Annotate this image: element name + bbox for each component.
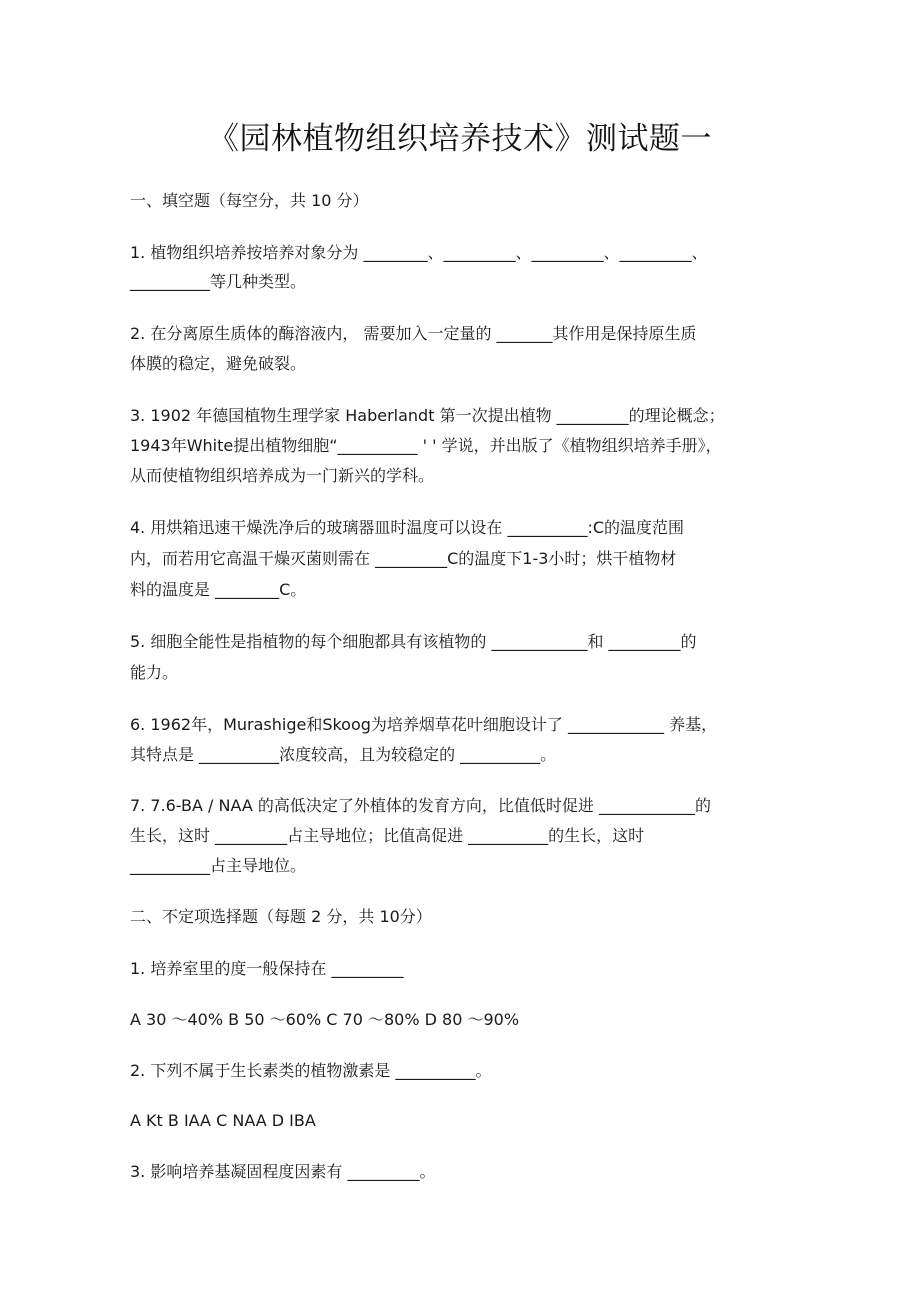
q4-line3: 料的温度是 ________C。 <box>130 580 307 599</box>
mc-q1-options: A 30 ～40% B 50 ～60% C 70 ～80% D 80 ～90% <box>130 1010 520 1029</box>
q2-line2: 体膜的稳定，避免破裂。 <box>130 354 307 373</box>
q2-line1: 2. 在分离原生质体的酶溶液内， 需要加入一定量的 _______其作用是保持原生质 <box>130 324 697 343</box>
q4-line2: 内，而若用它高温干燥灭菌则需在 _________C的温度下1-3小时；烘干植物材 <box>130 549 677 568</box>
q5-line1: 5. 细胞全能性是指植物的每个细胞都具有该植物的 ____________和 _________的 <box>130 632 697 651</box>
q1-line2: __________等几种类型。 <box>130 272 307 291</box>
q1-line1: 1. 植物组织培养按培养对象分为 ________、_________、_________、_________、 <box>130 243 708 262</box>
mc-q1-question: 1. 培养室里的度一般保持在 _________ <box>130 959 404 978</box>
mc-q3-question: 3. 影响培养基凝固程度因素有 _________。 <box>130 1162 436 1181</box>
q6-line2: 其特点是 __________浓度较高，且为较稳定的 __________。 <box>130 745 557 764</box>
q6-line1: 6. 1962年，Murashige和Skoog为培养烟草花叶细胞设计了 ____________ 养基， <box>130 715 718 734</box>
q7-line1: 7. 7.6-BA / NAA 的高低决定了外植体的发育方向，比值低时促进 ____________的 <box>130 796 711 815</box>
mc-q2-question: 2. 下列不属于生长素类的植物激素是 __________。 <box>130 1061 492 1080</box>
document-title: 《园林植物组织培养技术》测试题一 <box>208 121 712 157</box>
q7-line2: 生长，这时 _________占主导地位；比值高促进 __________的生长，这时 <box>130 826 645 845</box>
q5-line2: 能力。 <box>130 663 179 682</box>
q3-line2: 1943年White提出植物细胞“__________ ' ' 学说，并出版了《植物组织培养手册》， <box>130 436 722 455</box>
q4-line1: 4. 用烘箱迅速干燥洗净后的玻璃器皿时温度可以设在 __________:C的温度范围 <box>130 518 685 537</box>
q3-line3: 从而使植物组织培养成为一门新兴的学科。 <box>130 466 435 485</box>
section2-heading: 二、不定项选择题（每题 2 分，共 10分） <box>130 907 432 926</box>
q3-line1: 3. 1902 年德国植物生理学家 Haberlandt 第一次提出植物 _________的理论概念； <box>130 406 725 425</box>
mc-q2-options: A Kt B IAA C NAA D IBA <box>130 1111 316 1130</box>
section1-heading: 一、填空题（每空分，共 10 分） <box>130 191 369 210</box>
q7-line3: __________占主导地位。 <box>130 856 307 875</box>
